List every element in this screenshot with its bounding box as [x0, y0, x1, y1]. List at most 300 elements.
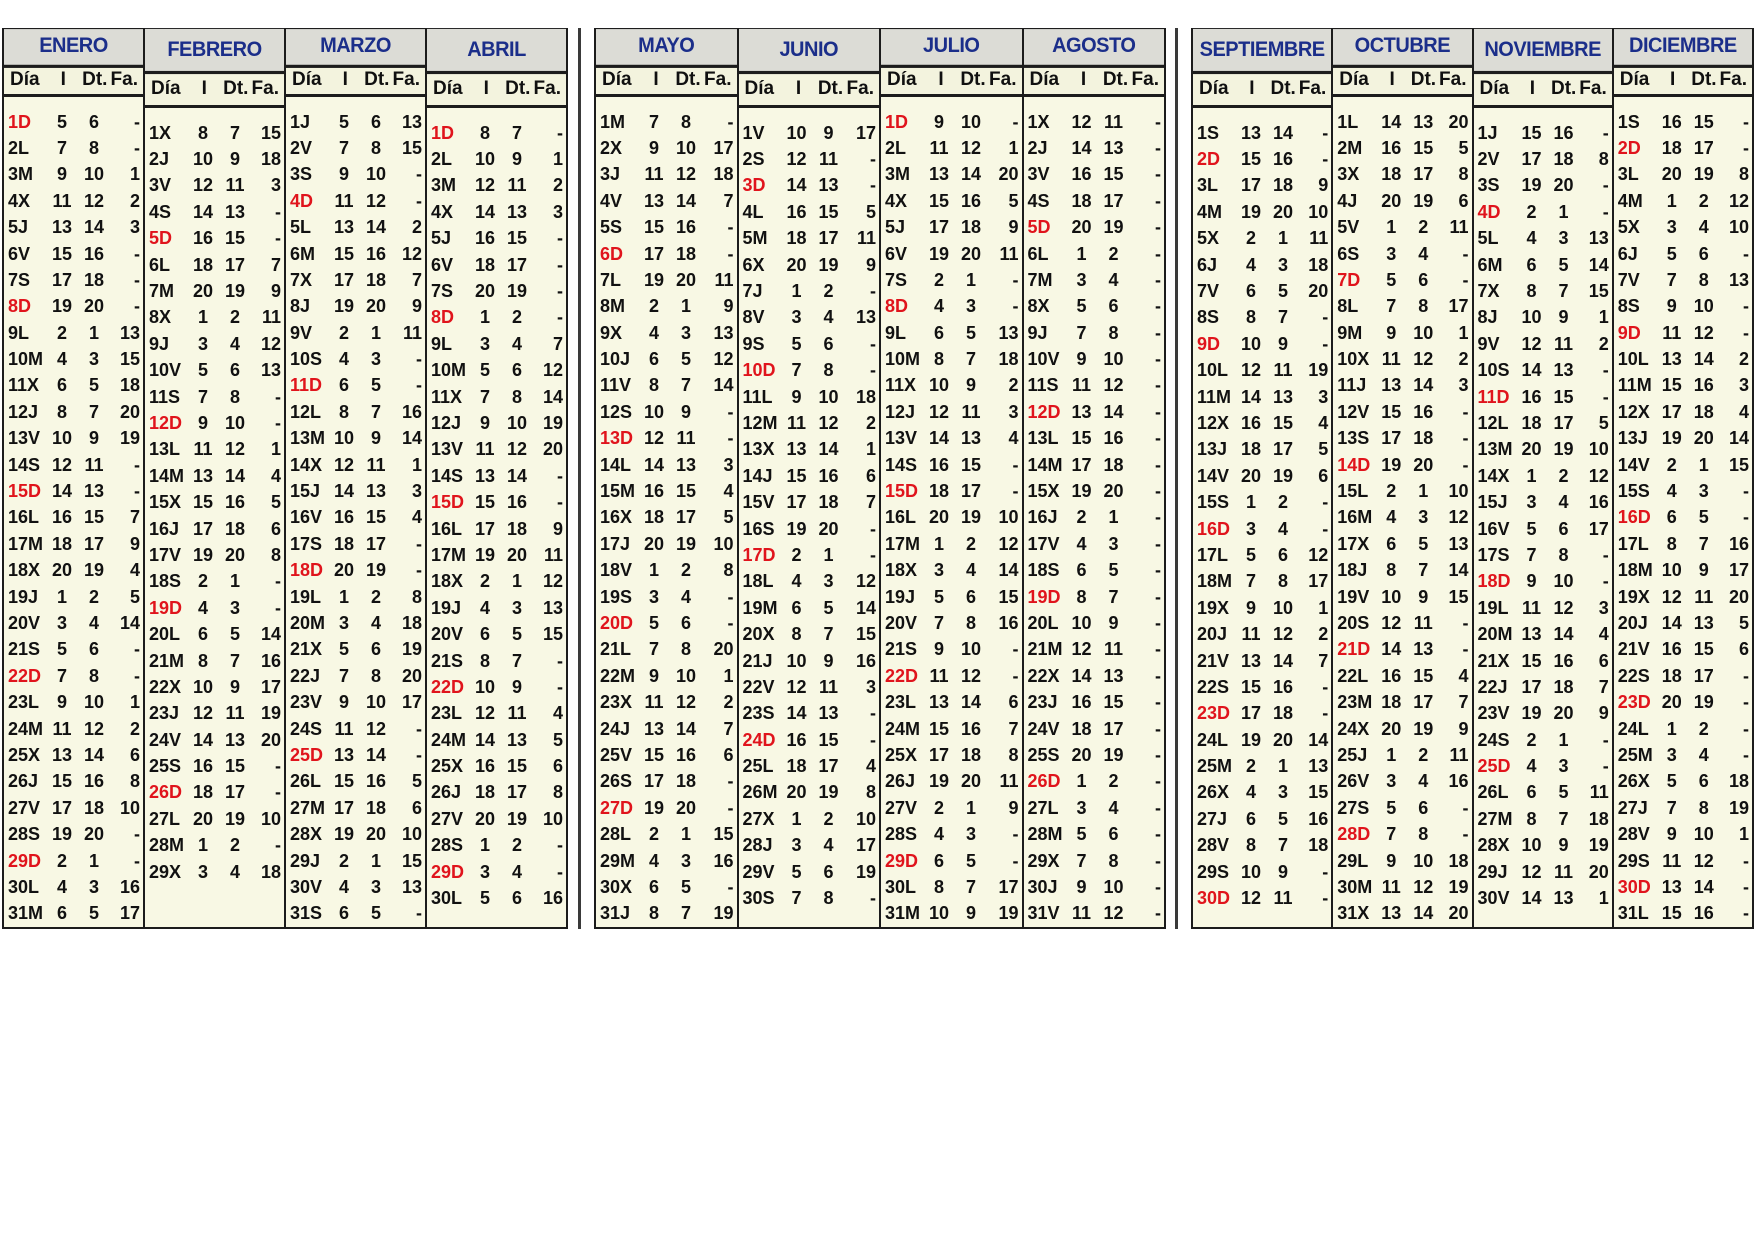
value-i: 16 — [1240, 412, 1262, 433]
day-row — [1024, 267, 1165, 293]
day-row — [145, 516, 284, 542]
value-fa: - — [727, 771, 734, 792]
day-label: 11S — [1027, 375, 1059, 396]
value-i: 9 — [648, 137, 659, 158]
value-fa: 20 — [1448, 111, 1469, 132]
day-row — [4, 663, 143, 689]
day-label: 6V — [885, 243, 908, 264]
value-i: 4 — [479, 597, 490, 618]
value-fa: 9 — [270, 281, 281, 302]
value-i: 12 — [192, 175, 214, 196]
value-dt: 15 — [365, 507, 387, 528]
day-label: 6X — [742, 254, 765, 275]
value-dt: 6 — [1558, 518, 1569, 539]
value-i: 17 — [786, 492, 807, 513]
value-i: 18 — [474, 254, 496, 275]
day-row — [881, 346, 1022, 372]
day-row — [286, 848, 425, 874]
day-row — [1333, 874, 1471, 900]
value-fa: 17 — [1448, 296, 1469, 317]
day-label: 23V — [290, 692, 323, 713]
value-dt: 10 — [960, 639, 982, 660]
day-label: 14L — [600, 454, 632, 475]
day-label: 17L — [1197, 544, 1229, 565]
day-label: 8J — [290, 296, 311, 317]
day-label: 19J — [885, 586, 916, 607]
day-row — [1474, 437, 1612, 463]
day-row — [1024, 663, 1165, 689]
value-i: 16 — [1071, 692, 1092, 713]
day-row — [1614, 505, 1752, 531]
day-row — [286, 610, 425, 636]
day-label: 14X — [1477, 465, 1510, 486]
value-dt: 7 — [229, 650, 240, 671]
day-label: 3L — [1617, 164, 1639, 185]
value-dt: 16 — [675, 744, 697, 765]
value-fa: 2 — [129, 190, 140, 211]
value-i: 18 — [928, 481, 950, 502]
value-dt: 6 — [1277, 544, 1288, 565]
day-row — [1333, 716, 1471, 742]
value-i: 6 — [56, 375, 67, 396]
value-fa: - — [1602, 201, 1609, 222]
value-fa: - — [1012, 850, 1019, 871]
day-label: 12J — [8, 401, 39, 422]
day-row — [596, 399, 737, 425]
day-row — [145, 806, 284, 832]
day-label: 24J — [600, 718, 631, 739]
value-dt: 10 — [1553, 571, 1574, 592]
day-label: 17S — [1477, 544, 1510, 565]
value-fa: 14 — [119, 613, 140, 633]
day-row — [427, 463, 566, 489]
value-fa: - — [1743, 296, 1749, 317]
value-i: 2 — [1526, 729, 1537, 750]
day-label: 6V — [431, 254, 454, 275]
value-dt: 14 — [1693, 349, 1714, 370]
value-fa: - — [134, 137, 140, 158]
value-i: 3 — [1386, 771, 1397, 792]
value-fa: - — [557, 281, 563, 302]
value-dt: 15 — [1103, 164, 1124, 185]
value-fa: 1 — [723, 665, 734, 686]
value-i: 3 — [338, 613, 349, 633]
value-fa: - — [1155, 217, 1161, 238]
day-row — [1333, 478, 1471, 504]
value-fa: 6 — [1738, 639, 1749, 660]
value-i: 8 — [56, 401, 67, 422]
value-i: 14 — [474, 201, 496, 222]
day-row — [1333, 689, 1471, 715]
value-fa: 11 — [1589, 782, 1609, 803]
header-i: I — [1080, 69, 1087, 91]
value-dt: 15 — [1103, 692, 1124, 713]
value-dt: 16 — [83, 771, 105, 792]
day-row — [1193, 278, 1331, 304]
day-label: 22V — [742, 676, 775, 697]
day-row — [596, 135, 737, 161]
day-label: 1D — [8, 111, 32, 132]
value-dt: 4 — [1698, 744, 1709, 765]
day-label: 11X — [885, 375, 917, 396]
value-fa: 8 — [270, 544, 281, 565]
value-i: 6 — [1245, 808, 1256, 829]
value-dt: 15 — [83, 507, 105, 528]
day-row — [1024, 795, 1165, 821]
day-row — [1193, 120, 1331, 146]
value-i: 18 — [1661, 665, 1682, 686]
value-dt: 10 — [1693, 824, 1714, 845]
day-label: 25V — [600, 744, 633, 765]
header-day: Día — [292, 69, 322, 91]
value-fa: 19 — [119, 428, 140, 449]
value-dt: 11 — [1553, 861, 1574, 882]
value-dt: 15 — [1693, 639, 1714, 660]
value-i: 11 — [929, 137, 949, 158]
day-row — [1333, 769, 1471, 795]
day-label: 26D — [149, 782, 183, 803]
day-label: 16S — [742, 518, 775, 539]
value-i: 15 — [51, 771, 73, 792]
day-row — [1474, 410, 1612, 436]
header-fa: Fa. — [1131, 69, 1159, 91]
value-dt: 20 — [1103, 481, 1124, 502]
day-label: 21V — [1197, 650, 1230, 671]
value-dt: 12 — [365, 190, 387, 211]
value-fa: 5 — [1458, 137, 1469, 158]
day-row — [596, 769, 737, 795]
value-dt: 8 — [1277, 571, 1288, 592]
day-row — [1614, 320, 1752, 346]
value-fa: 13 — [260, 360, 281, 381]
value-i: 4 — [1666, 481, 1677, 502]
value-i: 4 — [1526, 756, 1537, 777]
value-i: 18 — [1661, 137, 1682, 158]
value-dt: 4 — [965, 560, 976, 581]
value-i: 19 — [1071, 481, 1092, 502]
value-fa: 8 — [552, 782, 563, 803]
value-dt: 9 — [680, 401, 691, 422]
value-i: 3 — [197, 861, 208, 882]
column-header-row — [881, 67, 1022, 97]
value-dt: 20 — [1693, 428, 1714, 449]
value-dt: 12 — [1413, 876, 1434, 897]
value-i: 7 — [648, 639, 659, 660]
header-fa: Fa. — [533, 78, 561, 99]
day-label: 3S — [1477, 175, 1500, 196]
day-label: 1D — [431, 122, 455, 143]
value-i: 12 — [643, 428, 665, 449]
value-i: 6 — [1386, 533, 1397, 554]
day-label: 22D — [885, 665, 919, 686]
day-label: 21X — [1477, 650, 1510, 671]
value-dt: 19 — [1103, 217, 1124, 238]
value-fa: - — [416, 375, 422, 396]
value-i: 13 — [1240, 122, 1262, 143]
day-row — [1333, 320, 1471, 346]
day-row — [1614, 637, 1752, 663]
day-label: 2L — [431, 149, 453, 170]
day-label: 21S — [8, 639, 41, 660]
day-label: 22J — [290, 665, 321, 686]
day-row — [1024, 135, 1165, 161]
day-row — [145, 780, 284, 806]
value-fa: 7 — [723, 718, 734, 739]
header-dt: Dt. — [1550, 78, 1577, 99]
value-fa: 6 — [1008, 692, 1019, 713]
day-label: 26D — [1027, 771, 1061, 792]
value-i: 5 — [338, 639, 349, 660]
day-row — [1474, 621, 1612, 647]
day-row — [1024, 478, 1165, 504]
day-row — [1474, 674, 1612, 700]
value-fa: 17 — [401, 692, 422, 713]
value-fa: 5 — [1738, 613, 1749, 633]
value-fa: - — [870, 703, 876, 724]
value-i: 5 — [479, 360, 490, 381]
day-row — [1024, 505, 1165, 531]
day-row — [1333, 901, 1471, 927]
value-dt: 11 — [818, 676, 839, 697]
value-i: 10 — [1521, 835, 1542, 856]
day-row — [1193, 674, 1331, 700]
value-i: 5 — [479, 888, 490, 909]
value-dt: 9 — [1277, 333, 1288, 354]
value-i: 2 — [338, 850, 349, 871]
value-fa: - — [557, 465, 563, 486]
day-label: 9D — [1617, 322, 1641, 343]
value-i: 2 — [338, 322, 349, 343]
value-fa: 3 — [1458, 375, 1469, 396]
value-fa: 2 — [865, 412, 876, 433]
value-i: 19 — [1240, 729, 1262, 750]
value-i: 3 — [791, 307, 802, 328]
day-row — [596, 452, 737, 478]
value-dt: 19 — [1413, 190, 1434, 211]
value-i: 12 — [1240, 888, 1262, 909]
day-label: 9V — [1477, 333, 1500, 354]
day-row — [1193, 305, 1331, 331]
header-i: I — [60, 69, 66, 91]
value-i: 15 — [1661, 375, 1682, 396]
value-i: 13 — [333, 744, 355, 765]
month-days — [1474, 108, 1612, 912]
day-row — [596, 346, 737, 372]
value-i: 18 — [333, 533, 355, 554]
day-row — [1474, 463, 1612, 489]
day-row — [1614, 610, 1752, 636]
day-label: 19S — [600, 586, 633, 607]
day-label: 7S — [885, 269, 908, 290]
day-label: 14V — [1197, 465, 1230, 486]
value-fa: - — [1322, 676, 1329, 697]
day-row — [145, 252, 284, 278]
value-dt: 11 — [1273, 360, 1293, 381]
value-fa: 14 — [1308, 729, 1329, 750]
day-label: 9X — [600, 322, 623, 343]
value-i: 19 — [333, 296, 355, 317]
value-dt: 18 — [675, 771, 697, 792]
value-i: 4 — [197, 597, 208, 618]
day-label: 5V — [1337, 217, 1360, 238]
value-i: 11 — [929, 665, 949, 686]
value-dt: 10 — [1272, 597, 1294, 618]
value-i: 14 — [928, 428, 950, 449]
day-row — [4, 558, 143, 584]
value-fa: 6 — [723, 744, 734, 765]
value-dt: 14 — [1103, 401, 1124, 422]
value-dt: 16 — [1272, 676, 1294, 697]
value-dt: 3 — [680, 322, 691, 343]
day-label: 5L — [290, 217, 312, 238]
value-dt: 14 — [83, 217, 105, 238]
day-row — [4, 241, 143, 267]
value-i: 13 — [1071, 401, 1092, 422]
day-label: 2S — [742, 149, 765, 170]
day-row — [145, 701, 284, 727]
value-fa: - — [275, 782, 281, 803]
day-label: 5S — [600, 217, 623, 238]
value-i: 17 — [643, 771, 665, 792]
value-dt: 20 — [1553, 175, 1574, 196]
day-label: 23M — [1337, 692, 1373, 713]
day-label: 13V — [885, 428, 918, 449]
value-i: 20 — [1661, 164, 1682, 185]
day-row — [427, 410, 566, 436]
value-dt: 7 — [680, 375, 691, 396]
value-dt: 19 — [818, 782, 839, 803]
value-dt: 5 — [1277, 808, 1288, 829]
value-i: 9 — [56, 164, 67, 185]
day-row — [1193, 173, 1331, 199]
value-i: 8 — [197, 650, 208, 671]
value-i: 19 — [1381, 454, 1402, 475]
value-fa: 18 — [1308, 835, 1329, 856]
day-row — [1474, 859, 1612, 885]
header-i: I — [653, 69, 659, 91]
day-label: 12D — [149, 412, 183, 433]
value-dt: 5 — [1418, 533, 1429, 554]
value-dt: 7 — [1558, 808, 1569, 829]
day-label: 10D — [742, 360, 776, 381]
day-row — [1333, 214, 1471, 240]
value-fa: - — [1012, 454, 1019, 475]
day-label: 17V — [149, 544, 182, 565]
day-row — [4, 135, 143, 161]
header-i: I — [795, 78, 802, 99]
day-row — [739, 833, 880, 859]
value-fa: 11 — [1309, 228, 1329, 249]
value-fa: 1 — [1318, 597, 1329, 618]
day-label: 21M — [1027, 639, 1063, 660]
value-dt: 12 — [960, 137, 982, 158]
value-dt: 8 — [1558, 544, 1569, 565]
value-i: 18 — [1381, 164, 1402, 185]
day-row — [4, 320, 143, 346]
value-fa: - — [1155, 586, 1161, 607]
day-row — [4, 795, 143, 821]
value-dt: 5 — [370, 375, 381, 396]
value-fa: 19 — [260, 703, 281, 724]
value-dt: 16 — [1413, 401, 1434, 422]
day-label: 26J — [8, 771, 39, 792]
day-row — [596, 267, 737, 293]
value-fa: - — [1743, 507, 1749, 528]
value-dt: 10 — [675, 137, 697, 158]
value-dt: 10 — [1693, 296, 1714, 317]
value-fa: 20 — [119, 401, 140, 422]
day-row — [4, 769, 143, 795]
value-dt: 10 — [818, 386, 839, 407]
day-label: 6V — [8, 243, 31, 264]
day-row — [286, 320, 425, 346]
day-row — [427, 674, 566, 700]
day-label: 29D — [885, 850, 919, 871]
value-dt: 3 — [88, 876, 99, 897]
value-dt: 13 — [365, 481, 387, 502]
value-dt: 2 — [370, 586, 381, 607]
day-row — [1474, 753, 1612, 779]
value-i: 14 — [786, 703, 807, 724]
day-label: 30V — [1477, 888, 1510, 909]
value-dt: 13 — [1103, 665, 1124, 686]
value-i: 6 — [1526, 782, 1537, 803]
value-fa: 16 — [260, 650, 281, 671]
value-dt: 3 — [370, 349, 381, 370]
value-dt: 8 — [1108, 322, 1119, 343]
day-row — [4, 505, 143, 531]
value-dt: 11 — [1103, 639, 1124, 660]
day-label: 26L — [1477, 782, 1509, 803]
value-i: 12 — [51, 454, 73, 475]
value-dt: 2 — [1418, 744, 1429, 765]
day-label: 24V — [149, 729, 182, 750]
calendar-block-1 — [2, 28, 568, 929]
day-row — [1333, 135, 1471, 161]
value-dt: 2 — [229, 835, 240, 856]
value-i: 14 — [1521, 888, 1542, 909]
day-row — [427, 146, 566, 172]
value-dt: 9 — [823, 650, 834, 671]
value-i: 1 — [1386, 217, 1397, 238]
day-label: 14S — [431, 465, 464, 486]
value-i: 1 — [197, 835, 208, 856]
day-row — [286, 901, 425, 927]
day-row — [1193, 806, 1331, 832]
value-dt: 7 — [1277, 835, 1288, 856]
value-fa: 6 — [1598, 650, 1609, 671]
value-i: 3 — [1245, 518, 1256, 539]
value-fa: - — [1155, 613, 1161, 633]
value-dt: 13 — [1272, 386, 1294, 407]
day-label: 18X — [8, 560, 41, 581]
value-dt: 7 — [965, 349, 976, 370]
value-fa: - — [870, 518, 876, 539]
day-row — [427, 437, 566, 463]
day-label: 24M — [431, 729, 467, 750]
value-fa: 13 — [1728, 269, 1749, 290]
day-label: 3V — [149, 175, 172, 196]
value-fa: 18 — [1728, 771, 1749, 792]
value-fa: 15 — [401, 137, 422, 158]
value-i: 6 — [933, 322, 944, 343]
day-label: 24M — [885, 718, 921, 739]
day-label: 20V — [8, 613, 41, 633]
value-i: 11 — [52, 190, 72, 211]
value-i: 5 — [56, 111, 67, 132]
value-dt: 1 — [965, 269, 976, 290]
value-dt: 12 — [1693, 850, 1714, 871]
